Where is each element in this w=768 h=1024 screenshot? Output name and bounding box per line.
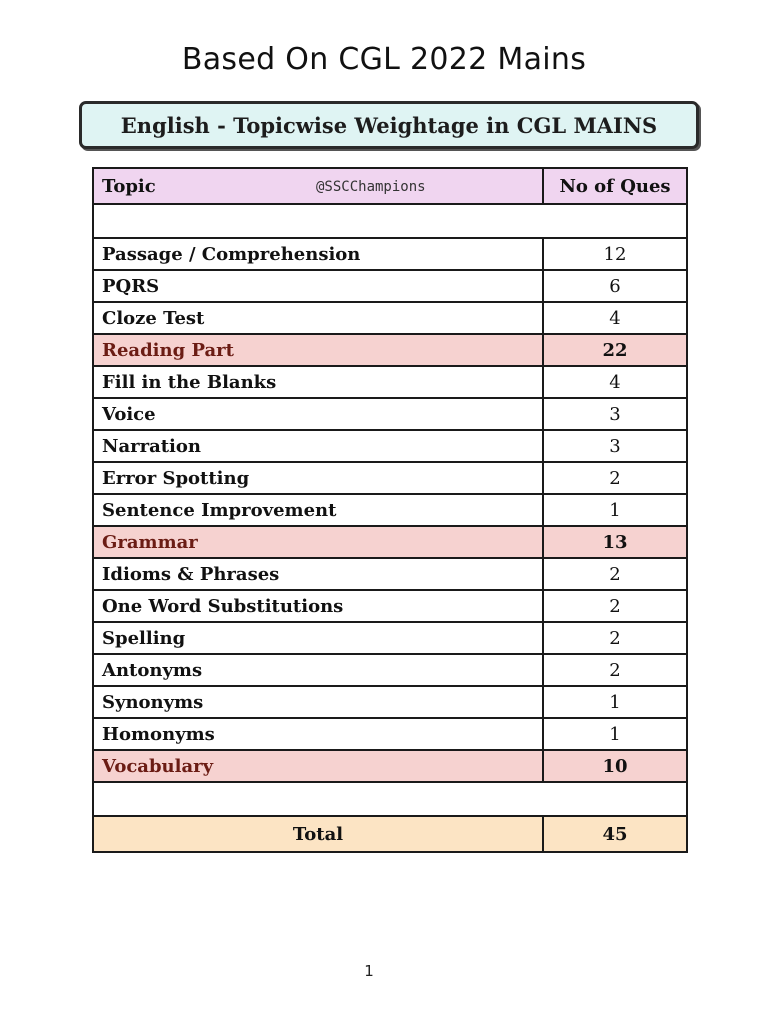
count-cell: 2 <box>543 622 687 654</box>
table-row <box>93 302 687 334</box>
table-row <box>93 654 687 686</box>
table-row <box>93 686 687 718</box>
topic-cell: Antonyms <box>93 654 543 686</box>
count-cell: 1 <box>543 718 687 750</box>
topic-cell: One Word Substitutions <box>93 590 543 622</box>
total-row <box>93 816 687 852</box>
blank-row <box>93 782 687 816</box>
page-title: Based On CGL 2022 Mains <box>181 42 587 77</box>
table-title-banner: English - Topicwise Weightage in CGL MAINS <box>79 101 699 149</box>
subtotal-row <box>93 750 687 782</box>
count-cell: 2 <box>543 590 687 622</box>
blank-row <box>93 204 687 238</box>
header-topic-label: Topic <box>102 175 156 197</box>
subtotal-row <box>93 526 687 558</box>
total-label: Total <box>93 816 543 852</box>
subtotal-count: 22 <box>543 334 687 366</box>
table-row <box>93 270 687 302</box>
table-row <box>93 494 687 526</box>
table-row <box>93 558 687 590</box>
subtotal-label: Grammar <box>93 526 543 558</box>
count-cell: 12 <box>543 238 687 270</box>
count-cell: 2 <box>543 654 687 686</box>
table-row <box>93 430 687 462</box>
topic-cell: Narration <box>93 430 543 462</box>
subtotal-row <box>93 334 687 366</box>
count-cell: 4 <box>543 366 687 398</box>
watermark-handle: @SSCChampions <box>316 179 426 195</box>
count-cell: 4 <box>543 302 687 334</box>
subtotal-count: 13 <box>543 526 687 558</box>
table-row <box>93 622 687 654</box>
table-row <box>93 590 687 622</box>
count-cell: 3 <box>543 398 687 430</box>
topic-cell: Cloze Test <box>93 302 543 334</box>
count-cell: 2 <box>543 558 687 590</box>
topic-cell: Error Spotting <box>93 462 543 494</box>
count-cell: 1 <box>543 494 687 526</box>
count-cell: 2 <box>543 462 687 494</box>
count-cell: 1 <box>543 686 687 718</box>
table-row <box>93 238 687 270</box>
topic-cell: Passage / Comprehension <box>93 238 543 270</box>
table-row <box>93 462 687 494</box>
subtotal-count: 10 <box>543 750 687 782</box>
topic-cell: Fill in the Blanks <box>93 366 543 398</box>
subtotal-label: Vocabulary <box>93 750 543 782</box>
topic-cell: Synonyms <box>93 686 543 718</box>
topic-cell: Sentence Improvement <box>93 494 543 526</box>
topic-cell: Spelling <box>93 622 543 654</box>
header-topic <box>93 168 543 204</box>
topic-cell: Voice <box>93 398 543 430</box>
table-row <box>93 398 687 430</box>
table-row <box>93 366 687 398</box>
count-cell: 3 <box>543 430 687 462</box>
subtotal-label: Reading Part <box>93 334 543 366</box>
weightage-table <box>92 167 688 853</box>
page-number: 1 <box>364 962 374 980</box>
topic-cell: Idioms & Phrases <box>93 558 543 590</box>
total-count: 45 <box>543 816 687 852</box>
header-count: No of Ques <box>543 168 687 204</box>
topic-cell: PQRS <box>93 270 543 302</box>
table-header-row <box>93 168 687 204</box>
topic-cell: Homonyms <box>93 718 543 750</box>
table-row <box>93 718 687 750</box>
count-cell: 6 <box>543 270 687 302</box>
